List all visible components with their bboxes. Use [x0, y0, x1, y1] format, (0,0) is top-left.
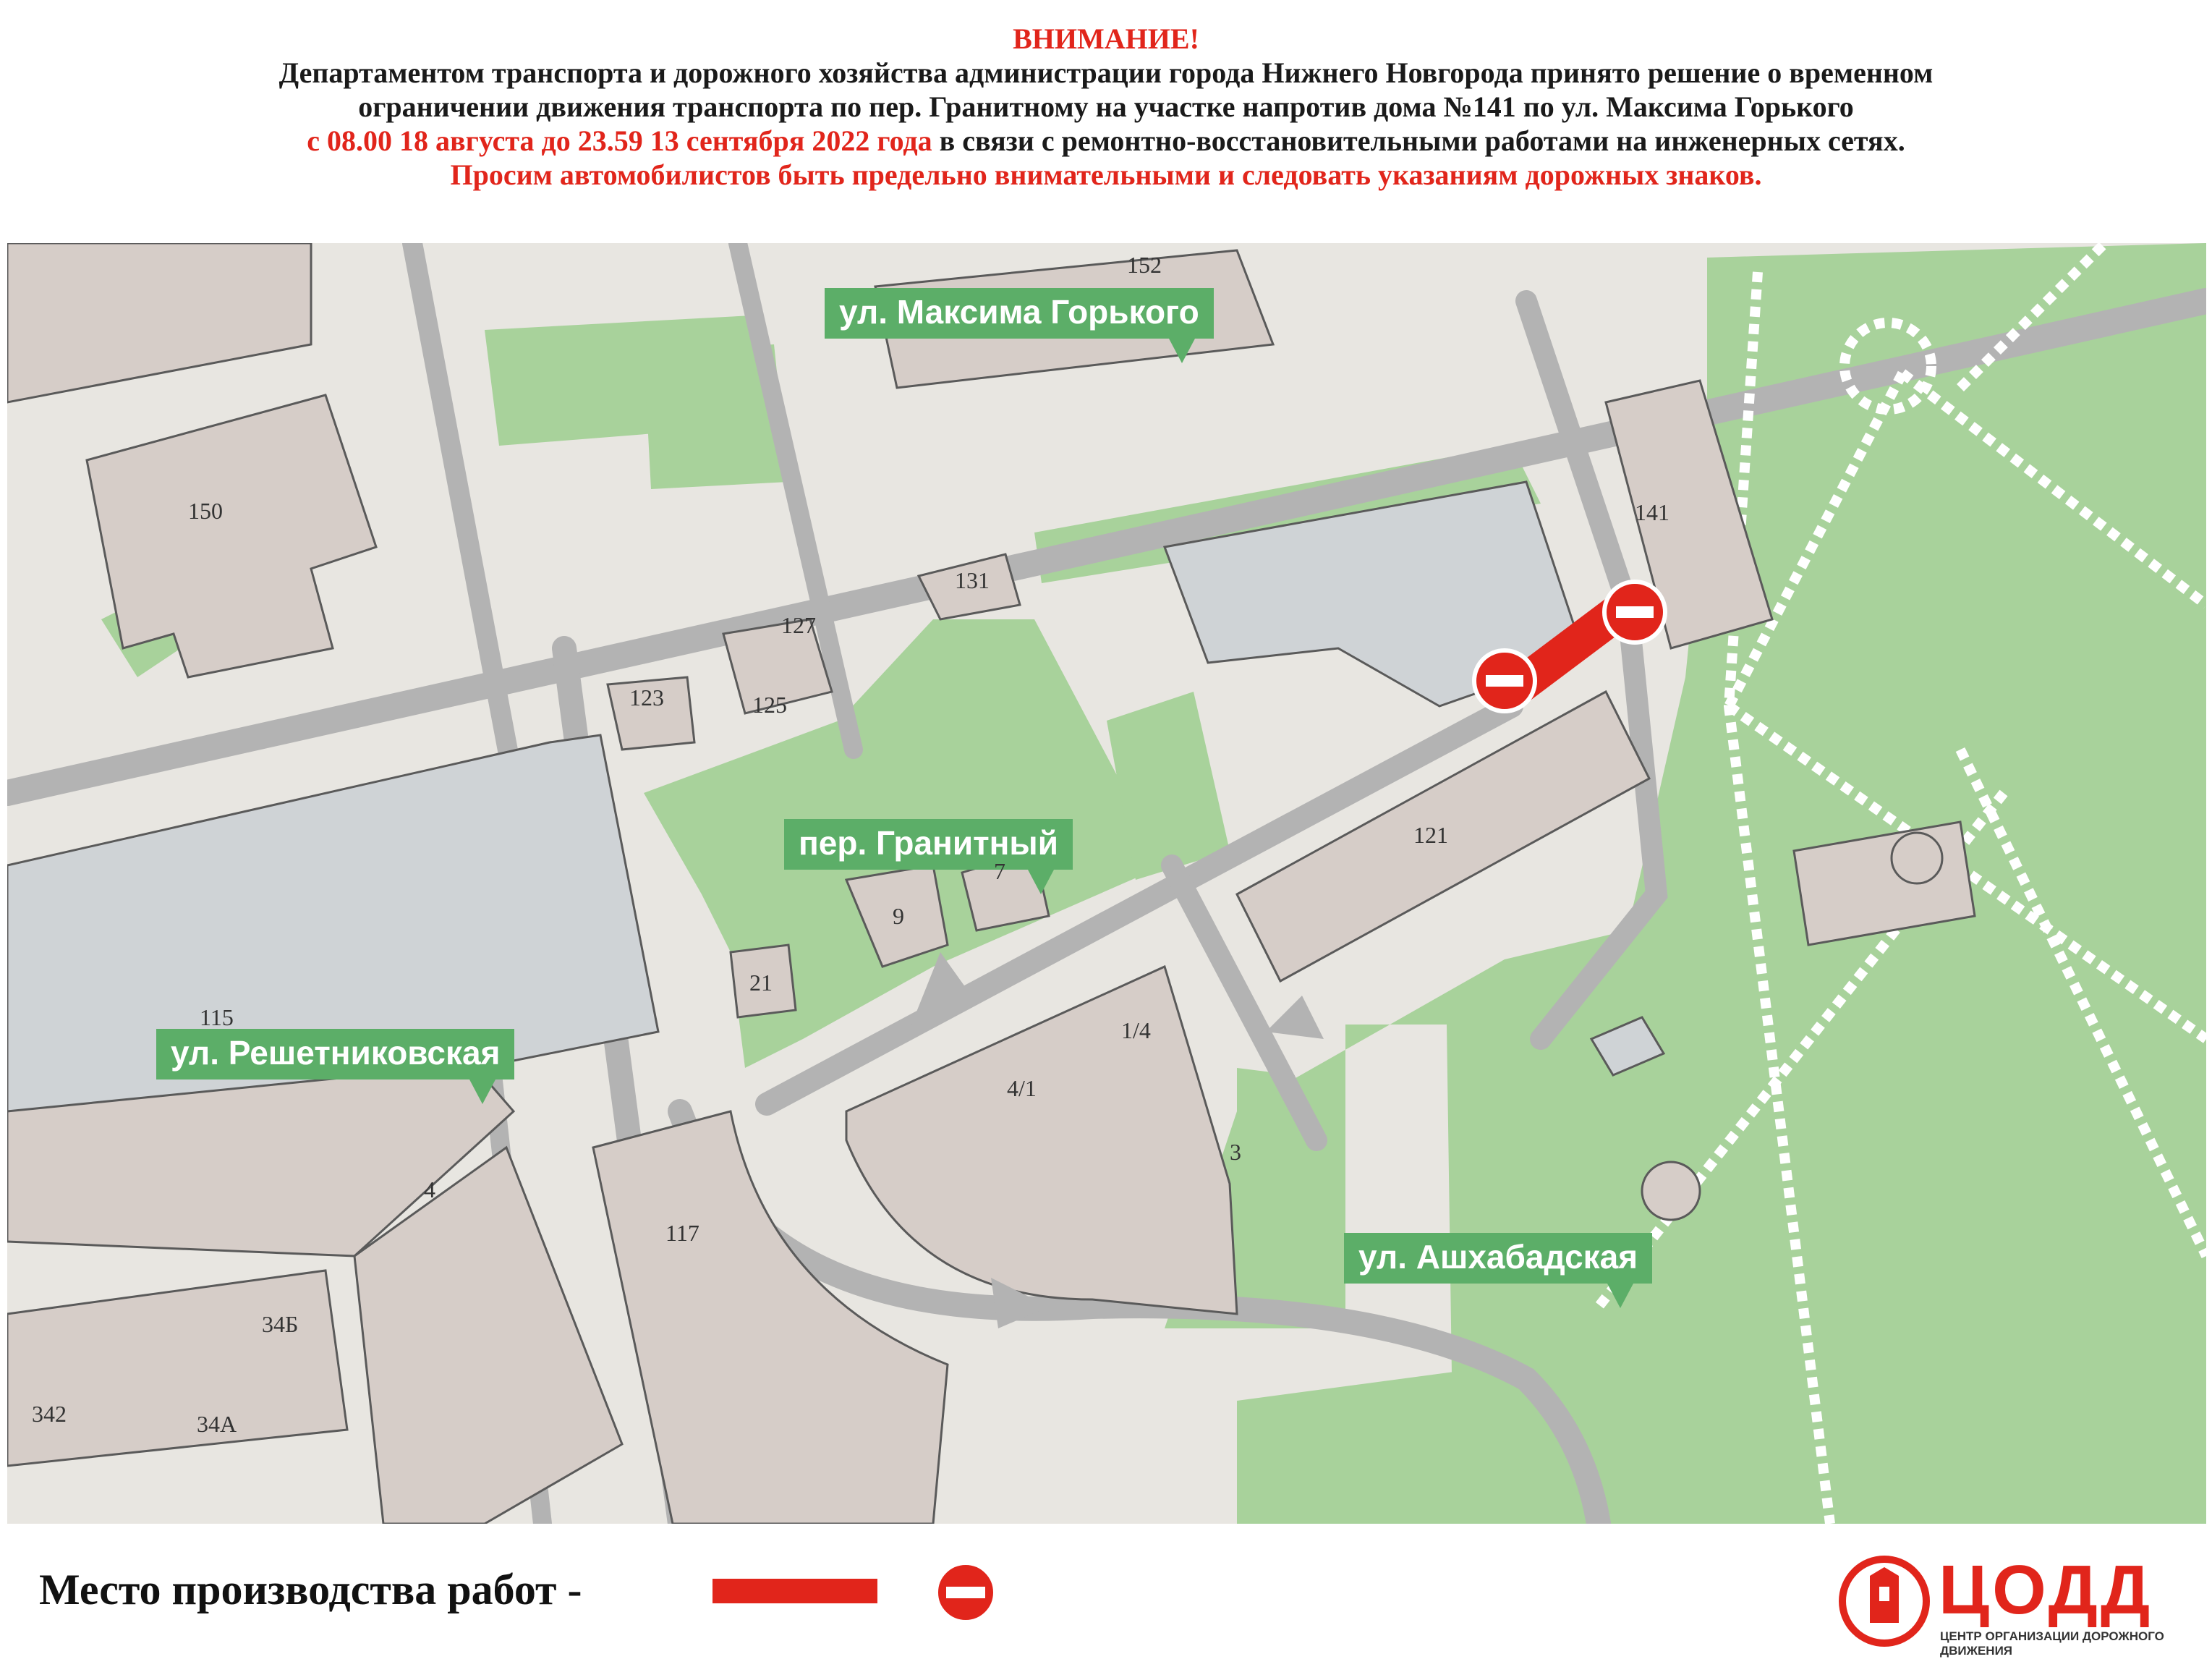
direction-arrow-icon	[1266, 996, 1324, 1039]
street-label-granitny: пер. Гранитный	[784, 819, 1073, 870]
house-number: 1/4	[1121, 1017, 1151, 1043]
house-number: 152	[1127, 252, 1162, 278]
house-number: 9	[893, 903, 904, 929]
notice-header	[0, 22, 2212, 192]
notice-line-2: ограничении движения транспорта по пер. Гранитному на участке напротив дома №141 по ул. Максима Горького	[358, 90, 1854, 123]
codd-logo	[1837, 1551, 2192, 1658]
house-number: 117	[665, 1220, 699, 1246]
map-canvas	[7, 243, 2206, 1524]
house-number: 115	[200, 1004, 234, 1030]
attention-title: ВНИМАНИЕ!	[1013, 22, 1199, 55]
street-label-reshetnikovskaya: ул. Решетниковская	[156, 1029, 514, 1079]
legend-label: Место производства работ -	[39, 1566, 582, 1613]
round-pavilion	[1642, 1162, 1700, 1220]
notice-line-4: Просим автомобилистов быть предельно внимательными и следовать указаниям дорожных знаков.	[450, 158, 1762, 191]
house-number: 125	[752, 692, 787, 718]
building-34	[7, 1271, 347, 1466]
no-entry-sign-icon	[1604, 582, 1665, 642]
house-number: 4	[424, 1176, 435, 1202]
street-label-ashkhabadskaya: ул. Ашхабадская	[1344, 1233, 1652, 1284]
building-150	[87, 395, 376, 677]
codd-logo-subtitle: ЦЕНТР ОРГАНИЗАЦИИ ДОРОЖНОГО ДВИЖЕНИЯ	[1940, 1629, 2164, 1658]
house-number: 4/1	[1007, 1075, 1037, 1101]
building-nw	[7, 243, 311, 402]
street-map	[7, 243, 2206, 1524]
house-number: 127	[781, 612, 816, 638]
house-number: 34А	[197, 1411, 237, 1437]
codd-logo-icon	[1837, 1554, 1931, 1648]
house-number: 123	[629, 684, 664, 711]
house-number: 131	[955, 567, 990, 593]
no-entry-sign-icon	[1474, 650, 1535, 711]
notice-reason: в связи с ремонтно-восстановительными работами на инженерных сетях.	[932, 124, 1905, 157]
notice-period: с 08.00 18 августа до 23.59 13 сентября 2022 года	[307, 124, 932, 157]
house-number: 3	[1230, 1139, 1241, 1165]
no-entry-sign-icon	[935, 1561, 997, 1624]
notice-line-1: Департаментом транспорта и дорожного хозяйства администрации города Нижнего Новгорода принято решение о временном	[278, 56, 1934, 89]
codd-logo-name: ЦОДД	[1939, 1551, 2153, 1629]
house-number: 150	[188, 498, 223, 524]
house-number: 21	[749, 970, 773, 996]
street-label-gorkogo: ул. Максима Горького	[825, 288, 1214, 339]
notice-line-3	[0, 124, 2212, 158]
road-work-bar-icon	[712, 1579, 877, 1603]
house-number: 121	[1413, 822, 1448, 848]
house-number: 7	[994, 858, 1005, 884]
house-number: 34Б	[262, 1311, 299, 1337]
house-number: 141	[1635, 499, 1669, 525]
church-dome	[1892, 833, 1942, 883]
house-number: 342	[32, 1401, 67, 1427]
